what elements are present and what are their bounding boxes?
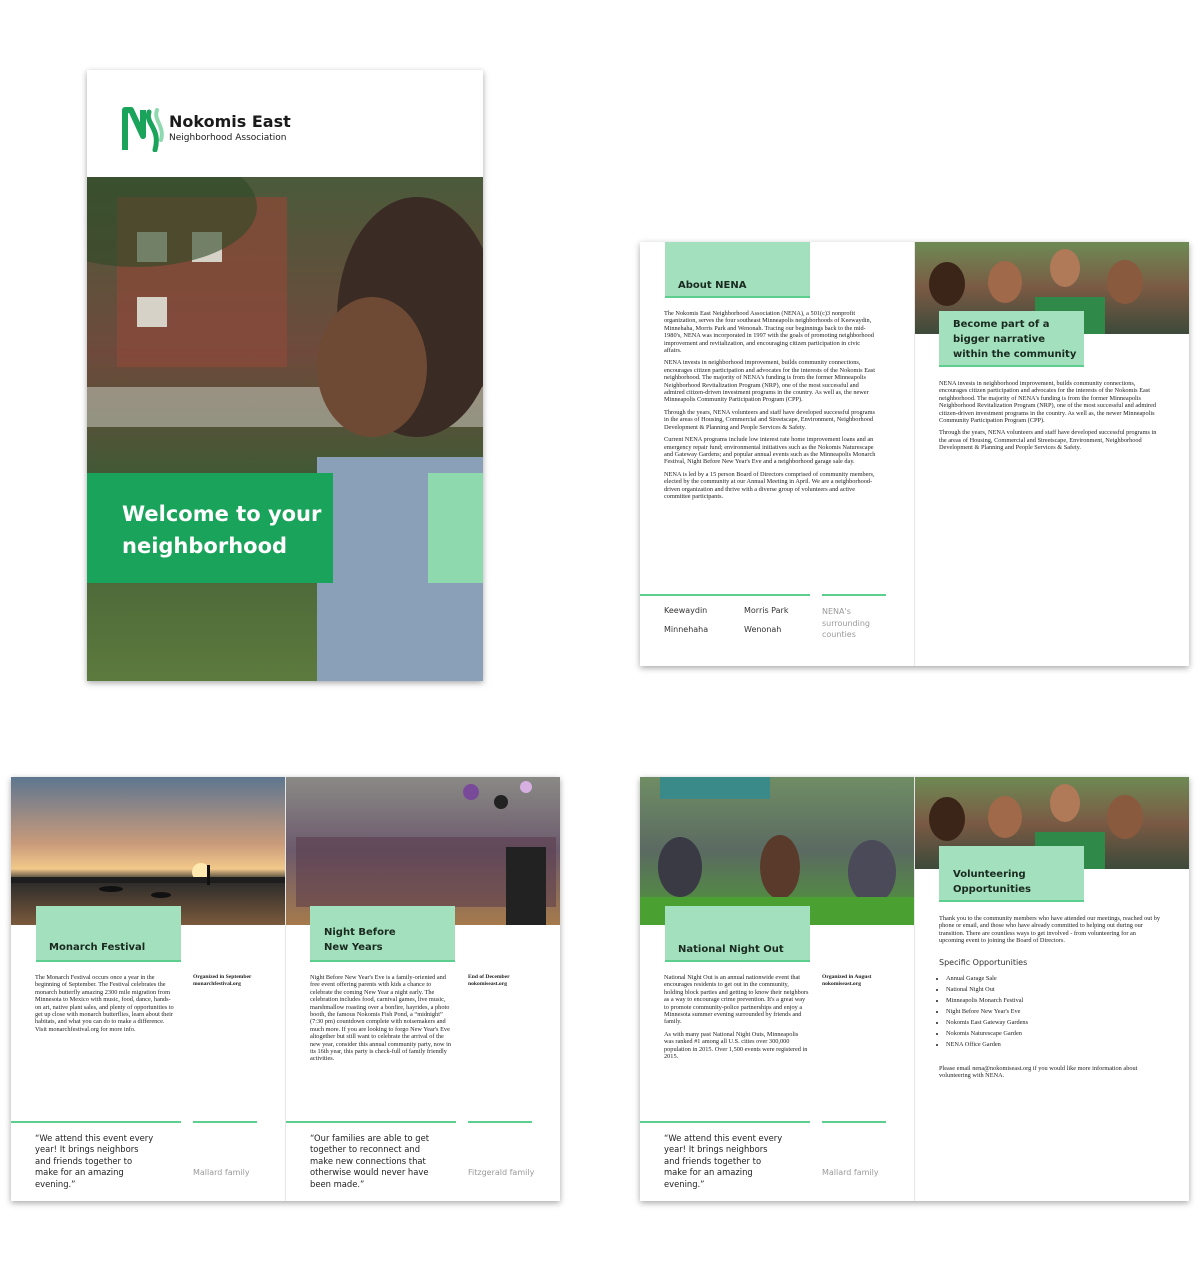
list-item: • Annual Garage Sale <box>946 975 1161 982</box>
national-night-out-photo <box>640 777 914 925</box>
neighborhood-morris-park: Morris Park <box>744 606 789 615</box>
nno-quote-attribution: Mallard family <box>822 1168 879 1177</box>
about-body <box>664 310 879 505</box>
about-title: About NENA <box>678 280 747 291</box>
about-paragraph: NENA invests in neighborhood improvement, builds community connections, encourages citizen participation and advocates for the interests of the Nokomis East neighborhood. The majority of NENA's funding is from the former Minneapolis Neighborhood Revitalization Program (NRP), one of the most successful and admired citizen-driven investment programs in the country. As well as, the newer Minneapolis Community Participation Program (CPP). <box>664 359 876 404</box>
monarch-quote: “We attend this event every year! It brings neighbors and friends together to make for an amazing evening.” <box>35 1133 154 1189</box>
spread-fold <box>914 777 915 1201</box>
list-item: • National Night Out <box>946 986 1161 993</box>
about-title-rule <box>665 296 810 298</box>
volunteer-outro: Please email nena@nokomiseast.org if you would like more information about volunteering with NENA. <box>939 1065 1138 1080</box>
monarch-body: The Monarch Festival occurs once a year in the beginning of September. The Festival celebrates the monarch butterfly amazing 2300 mile migration from Minnesota to Mexico with music, food, dance, hands-on art, native plant sales, and plenty of opportunities to get up close with monarch butterflies, learn about their habitats, and what you can do to make a difference. Visit monarchfestival.org for more info. <box>35 974 174 1033</box>
monarch-website: monarchfestival.org <box>193 981 241 987</box>
nno-paragraph: National Night Out is an annual nationwide event that encourages residents to get out in the community, holding block parties and getting to know their neighbors as a way to encourage crime prevention. It's a great way to promote community-police partnerships and enjoy a Minnesota summer evening surrounded by friends and family. <box>664 974 809 1026</box>
narrative-body <box>939 380 1161 457</box>
nno-quote-rule <box>640 1121 810 1123</box>
monarch-quote-rule <box>11 1121 181 1123</box>
volunteer-title-rule <box>939 900 1084 902</box>
nno-website: nokomiseast.org <box>822 981 862 987</box>
nye-quote-attribution: Fitzgerald family <box>468 1168 535 1177</box>
cover-photo <box>87 177 483 681</box>
nena-logo <box>121 106 321 154</box>
list-item: • Minneapolis Monarch Festival <box>946 997 1161 1004</box>
about-paragraph: The Nokomis East Neighborhood Association (NENA), a 501(c)3 nonprofit organization, serves the four southeast Minneapolis neighborhoods of Keewaydin, Minnehaha, Morris Park and Wenonah. Tracing our beginnings back to the mid-1980's, NENA was incorporated in 1997 with the goals of promoting neighborhood improvement and revitalization, and encouraging citizen participation in civic affairs. <box>664 310 874 355</box>
nye-date: End of December <box>468 974 510 980</box>
nno-paragraph: As with many past National Night Outs, Minneapolis was ranked #1 among all U.S. cities over 300,000 population in 2015. Over 1,500 events were registered in 2015. <box>664 1030 808 1061</box>
cover-headline: Welcome to your neighborhood <box>122 502 322 558</box>
brand-name: Nokomis East <box>169 112 291 131</box>
monarch-quote-attribution: Mallard family <box>193 1168 250 1177</box>
about-paragraph: Through the years, NENA volunteers and staff have developed successful programs in the areas of Housing, Commercial and Streetscape, Environment, Neighborhood Development & Planning and People Services & Safety. <box>664 408 875 431</box>
neighborhoods-caption: NENA's surrounding counties <box>822 607 870 639</box>
nye-title: Night Before New Years <box>324 927 396 953</box>
monarch-festival-photo <box>11 777 285 925</box>
nye-body: Night Before New Year's Eve is a family-oriented and free event offering parents with kids a chance to celebrate the coming New Year a night early. The celebration includes food, carnival games, live music, marshmallow roasting over a bonfire, hayrides, a photo booth, the famous Nokomis Fish Pond, a “midnight” (7:30 pm) countdown complete with noisemakers and much more. If you are looking to forgo New Year's Eve altogether but still want to celebrate the arrival of the new year, consider this annual community party, now in its 16th year, this party is check-full of family friendly activities. <box>310 974 451 1063</box>
monarch-quote-rule-short <box>193 1121 257 1123</box>
nno-title-rule <box>665 960 810 962</box>
cover-page <box>87 70 483 681</box>
monarch-title: Monarch Festival <box>49 942 146 953</box>
nye-title-rule <box>310 960 455 962</box>
opportunities-list <box>939 975 1161 1052</box>
nno-quote-rule-short <box>822 1121 886 1123</box>
nno-body <box>664 974 809 1065</box>
volunteer-title: Volunteering Opportunities <box>953 869 1032 895</box>
volunteer-spread <box>640 777 1189 1201</box>
nye-quote-rule <box>286 1121 456 1123</box>
nye-quote-rule-short <box>468 1121 532 1123</box>
logo-mark-icon <box>121 106 165 152</box>
narrative-title: Become part of a bigger narrative within the community <box>953 319 1077 360</box>
neighborhoods-rule-short <box>822 594 886 596</box>
monarch-date: Organized in September <box>193 974 252 980</box>
neighborhoods-rule <box>640 594 810 596</box>
night-before-new-years-photo <box>286 777 560 925</box>
list-item: • NENA Office Garden <box>946 1041 1161 1048</box>
nno-title: National Night Out <box>678 944 784 955</box>
about-paragraph: Current NENA programs include low interest rate home improvement loans and an emergency repair fund; environmental initiatives such as the Nokomis Naturescape and Gateway Gardens; and popular annual events such as the Minneapolis Monarch Festival, Night Before New Year's Eve and a neighborhood garage sale day. <box>664 436 876 466</box>
neighborhood-wenonah: Wenonah <box>744 625 782 634</box>
narrative-title-rule <box>939 365 1084 367</box>
narrative-paragraph: NENA invests in neighborhood improvement, builds community connections, encourages citizen participation and advocates for the interests of the Nokomis East neighborhood. The majority of NENA's funding is from the former Minneapolis Neighborhood Revitalization Program (NRP), one of the most successful and admired citizen-driven investment programs in the country. As well as, the newer Minneapolis Community Participation Program (CPP). <box>939 380 1157 425</box>
spread-fold <box>285 777 286 1201</box>
list-item: • Nokomis Naturescape Garden <box>946 1030 1161 1037</box>
neighborhood-minnehaha: Minnehaha <box>664 625 709 634</box>
cover-accent-box <box>428 473 483 583</box>
nye-quote: “Our families are able to get together to reconnect and make new connections that otherwise would never have been made.” <box>310 1133 430 1189</box>
about-spread <box>640 242 1189 666</box>
list-item: • Nokomis East Gateway Gardens <box>946 1019 1161 1026</box>
narrative-paragraph: Through the years, NENA volunteers and staff have developed successful programs in the areas of Housing, Commercial and Streetscape, Environment, Neighborhood Development & Planning and People Services & Safety. <box>939 429 1157 452</box>
brand-subtitle: Neighborhood Association <box>169 133 287 143</box>
monarch-title-rule <box>36 960 181 962</box>
list-item: • Night Before New Year's Eve <box>946 1008 1161 1015</box>
nno-quote: “We attend this event every year! It brings neighbors and friends together to make for an amazing evening.” <box>664 1133 783 1189</box>
about-paragraph: NENA is led by a 15 person Board of Directors comprised of community members, elected by the community at our Annual Meeting in April. We are a neighborhood-driven organization and thrive with a diverse group of volunteers and active committee participants. <box>664 470 875 500</box>
neighborhood-keewaydin: Keewaydin <box>664 606 708 615</box>
volunteer-intro: Thank you to the community members who have attended our meetings, reached out by phone or email, and those who have already committed to helping out during our transition. There are countless ways to get involved - from volunteering for an upcoming event to joining the Board of Directors. <box>939 915 1161 945</box>
events-spread <box>11 777 560 1201</box>
nye-website: nokomiseast.org <box>468 981 508 987</box>
nno-date: Organized in August <box>822 974 872 980</box>
opportunities-heading: Specific Opportunities <box>939 958 1028 967</box>
